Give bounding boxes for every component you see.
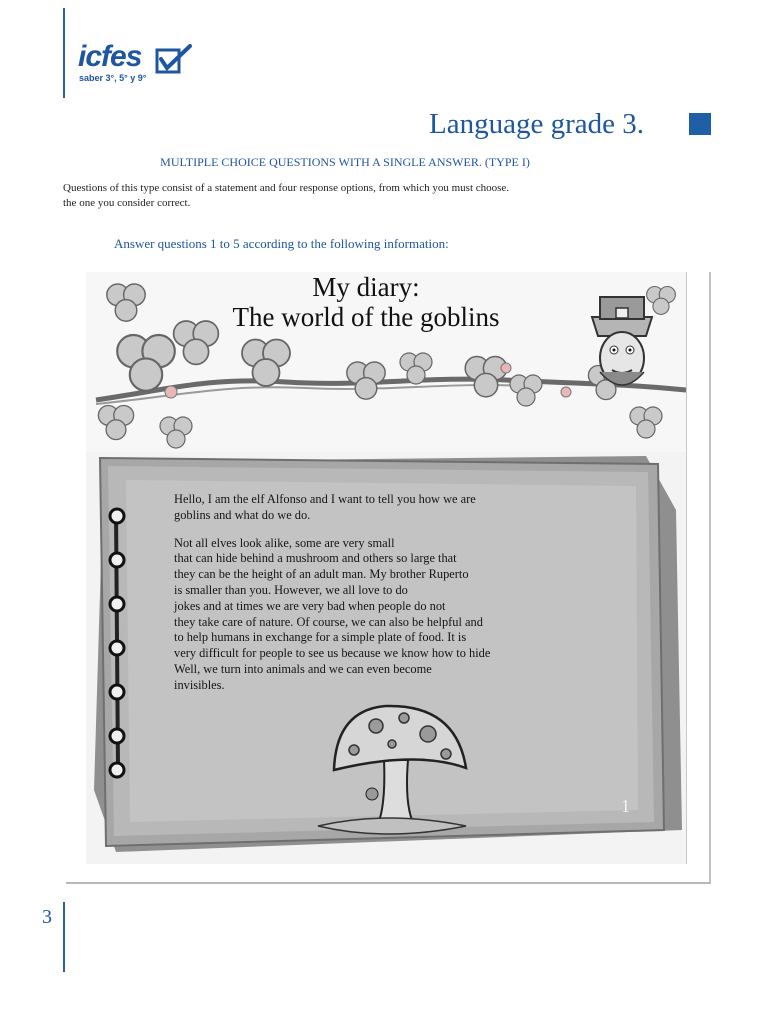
margin-rule-bottom — [63, 902, 65, 972]
margin-rule-top — [63, 8, 65, 98]
story-paragraph — [174, 536, 558, 694]
instructions-line: Questions of this type consist of a statement and four response options, from which you must choose. — [63, 182, 510, 194]
reading-figure — [86, 272, 687, 864]
story-line: Not all elves look alike, some are very small — [174, 535, 395, 550]
story-line: jokes and at times we are very bad when people do not — [174, 598, 446, 613]
story-line: Hello, I am the elf Alfonso and I want to tell you how we are — [174, 492, 476, 506]
diary-title-line: The world of the goblins — [232, 302, 500, 332]
figure-frame-right — [709, 272, 711, 884]
instructions — [63, 181, 583, 211]
section-heading: MULTIPLE CHOICE QUESTIONS WITH A SINGLE ANSWER. (TYPE I) — [160, 155, 530, 169]
story-line: they can be the height of an adult man. My brother Ruperto — [174, 567, 469, 582]
story-text — [174, 492, 558, 706]
check-box-icon — [154, 44, 194, 76]
logo-wordmark: icfes — [78, 40, 142, 73]
instructions-line: the one you consider correct. — [63, 197, 191, 209]
page-title: Language grade 3. — [429, 108, 644, 140]
story-paragraph — [174, 492, 558, 524]
diary-title — [186, 272, 546, 332]
story-line: they take care of nature. Of course, we can also be helpful and — [174, 614, 483, 629]
story-line: that can hide behind a mushroom and others so large that — [174, 551, 457, 566]
story-line: is smaller than you. However, we all love to do — [174, 582, 408, 597]
logo-subtitle: saber 3°, 5° y 9° — [79, 73, 147, 83]
page-number: 3 — [42, 906, 52, 928]
diary-title-line: My diary: — [312, 272, 420, 302]
story-line: very difficult for people to see us because we know how to hide — [174, 646, 491, 661]
figure-page-marker: 1 — [621, 796, 630, 816]
title-square-marker — [689, 113, 711, 135]
story-line: goblins and what do we do. — [174, 507, 311, 522]
story-line: Well, we turn into animals and we can even become — [174, 661, 432, 676]
story-line: invisibles. — [174, 677, 225, 692]
icfes-logo — [76, 40, 206, 90]
figure-frame-bottom — [66, 882, 711, 884]
story-line: to help humans in exchange for a simple plate of food. It is — [174, 630, 467, 645]
answer-prompt: Answer questions 1 to 5 according to the following information: — [114, 236, 449, 251]
